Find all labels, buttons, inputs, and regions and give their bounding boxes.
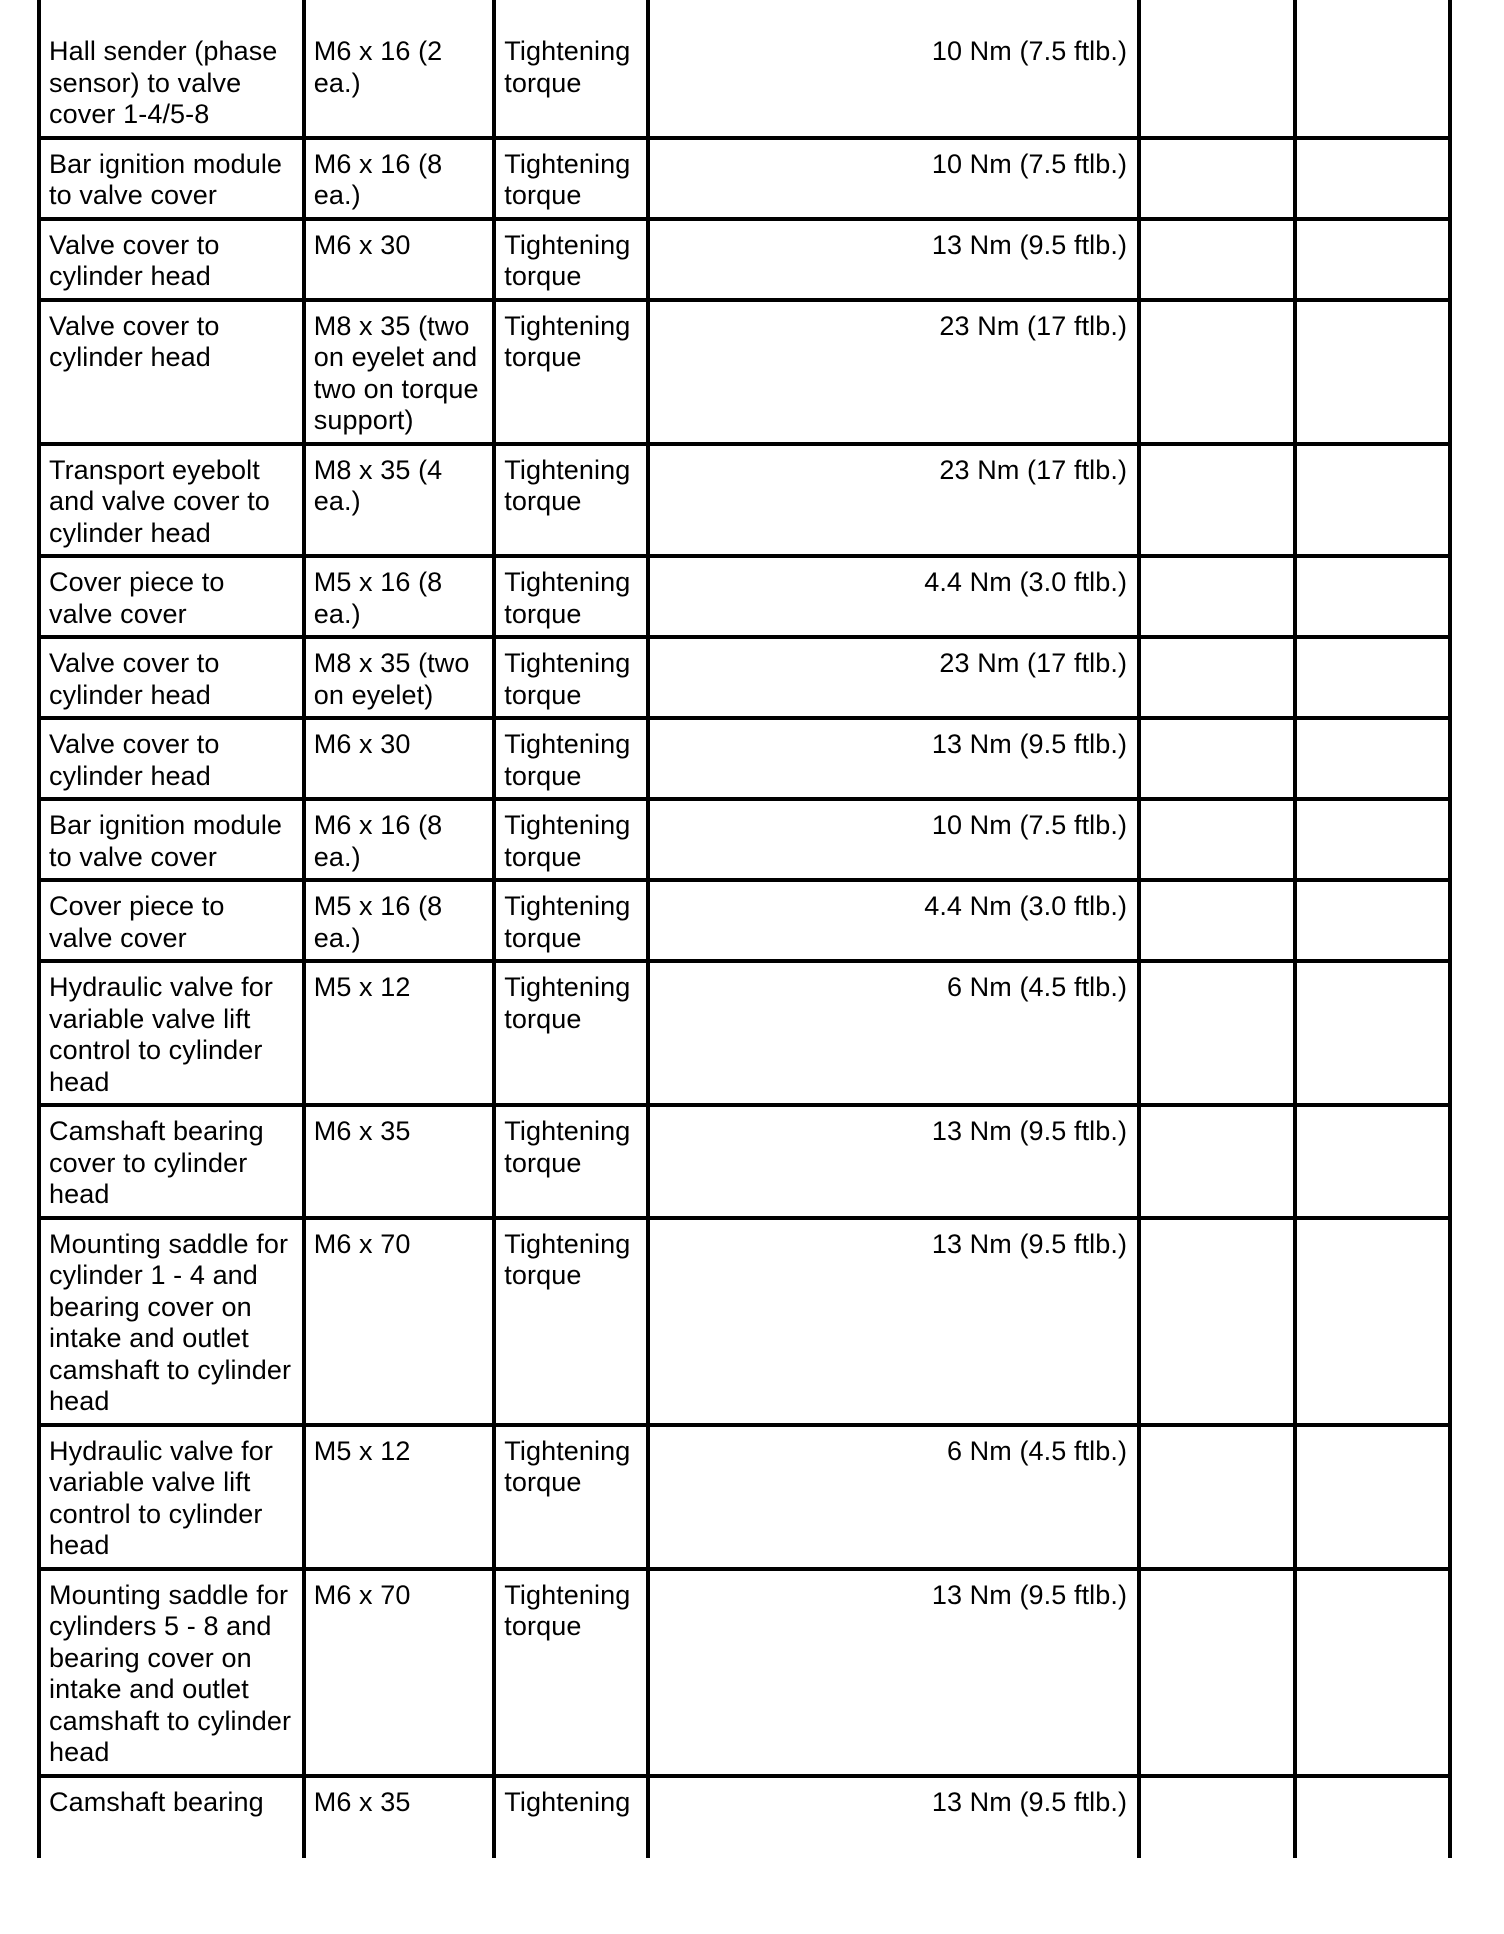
empty-cell	[1295, 637, 1450, 718]
torque-value-cell: 23 Nm (17 ftlb.)	[648, 300, 1139, 444]
empty-cell	[1139, 961, 1294, 1105]
fastener-cell: M6 x 16 (8 ea.)	[304, 138, 495, 219]
empty-cell	[1295, 1425, 1450, 1569]
empty-cell	[1139, 1425, 1294, 1569]
table-row	[39, 718, 1450, 799]
torque-value-cell: 23 Nm (17 ftlb.)	[648, 637, 1139, 718]
table-row	[39, 1425, 1450, 1569]
empty-cell	[1139, 799, 1294, 880]
table-row	[39, 556, 1450, 637]
fastener-cell: M6 x 35	[304, 1776, 495, 1858]
spec-type-cell: Tightening torque	[494, 799, 647, 880]
spec-type-cell: Tightening torque	[494, 138, 647, 219]
component-cell: Valve cover to cylinder head	[39, 219, 304, 300]
component-cell: Bar ignition module to valve cover	[39, 138, 304, 219]
torque-value-cell: 13 Nm (9.5 ftlb.)	[648, 219, 1139, 300]
fastener-cell: M6 x 70	[304, 1218, 495, 1425]
torque-value-cell: 13 Nm (9.5 ftlb.)	[648, 1218, 1139, 1425]
table-row	[39, 1569, 1450, 1776]
fastener-cell: M6 x 16 (2 ea.)	[304, 0, 495, 138]
empty-cell	[1139, 444, 1294, 557]
torque-value-cell: 10 Nm (7.5 ftlb.)	[648, 799, 1139, 880]
spec-type-cell: Tightening	[494, 1776, 647, 1858]
empty-cell	[1295, 799, 1450, 880]
spec-type-cell: Tightening torque	[494, 961, 647, 1105]
component-cell: Bar ignition module to valve cover	[39, 799, 304, 880]
table-row	[39, 1218, 1450, 1425]
fastener-cell: M5 x 12	[304, 961, 495, 1105]
fastener-cell: M8 x 35 (4 ea.)	[304, 444, 495, 557]
table-row	[39, 961, 1450, 1105]
component-cell: Camshaft bearing cover to cylinder head	[39, 1105, 304, 1218]
empty-cell	[1139, 556, 1294, 637]
empty-cell	[1295, 444, 1450, 557]
empty-cell	[1295, 1569, 1450, 1776]
empty-cell	[1295, 0, 1450, 138]
empty-cell	[1295, 1776, 1450, 1858]
empty-cell	[1295, 880, 1450, 961]
torque-value-cell: 13 Nm (9.5 ftlb.)	[648, 1569, 1139, 1776]
spec-type-cell: Tightening torque	[494, 880, 647, 961]
spec-type-cell: Tightening torque	[494, 300, 647, 444]
component-cell: Hydraulic valve for variable valve lift control to cylinder head	[39, 1425, 304, 1569]
component-cell: Mounting saddle for cylinders 5 - 8 and bearing cover on intake and outlet camshaft to cylinder head	[39, 1569, 304, 1776]
torque-value-cell: 13 Nm (9.5 ftlb.)	[648, 1776, 1139, 1858]
table-row	[39, 880, 1450, 961]
component-cell: Cover piece to valve cover	[39, 880, 304, 961]
empty-cell	[1295, 138, 1450, 219]
fastener-cell: M5 x 16 (8 ea.)	[304, 880, 495, 961]
empty-cell	[1139, 0, 1294, 138]
torque-value-cell: 6 Nm (4.5 ftlb.)	[648, 961, 1139, 1105]
torque-value-cell: 4.4 Nm (3.0 ftlb.)	[648, 880, 1139, 961]
spec-type-cell: Tightening torque	[494, 637, 647, 718]
spec-type-cell: Tightening torque	[494, 1218, 647, 1425]
spec-type-cell: Tightening torque	[494, 444, 647, 557]
torque-spec-table	[37, 0, 1452, 1858]
fastener-cell: M6 x 70	[304, 1569, 495, 1776]
empty-cell	[1139, 1776, 1294, 1858]
empty-cell	[1295, 556, 1450, 637]
table-row	[39, 1776, 1450, 1858]
spec-type-cell: Tightening torque	[494, 1569, 647, 1776]
component-cell: Transport eyebolt and valve cover to cylinder head	[39, 444, 304, 557]
empty-cell	[1295, 718, 1450, 799]
component-cell: Camshaft bearing	[39, 1776, 304, 1858]
component-cell: Cover piece to valve cover	[39, 556, 304, 637]
table-row	[39, 1105, 1450, 1218]
empty-cell	[1139, 1218, 1294, 1425]
component-cell: Mounting saddle for cylinder 1 - 4 and bearing cover on intake and outlet camshaft to cylinder head	[39, 1218, 304, 1425]
table-row	[39, 0, 1450, 138]
empty-cell	[1295, 1105, 1450, 1218]
table-row	[39, 300, 1450, 444]
fastener-cell: M6 x 30	[304, 718, 495, 799]
spec-type-cell: Tightening torque	[494, 718, 647, 799]
spec-type-cell: Tightening torque	[494, 556, 647, 637]
torque-value-cell: 10 Nm (7.5 ftlb.)	[648, 138, 1139, 219]
empty-cell	[1139, 1569, 1294, 1776]
spec-type-cell: Tightening torque	[494, 1105, 647, 1218]
torque-value-cell: 23 Nm (17 ftlb.)	[648, 444, 1139, 557]
empty-cell	[1139, 138, 1294, 219]
torque-value-cell: 6 Nm (4.5 ftlb.)	[648, 1425, 1139, 1569]
component-cell: Hydraulic valve for variable valve lift control to cylinder head	[39, 961, 304, 1105]
empty-cell	[1295, 300, 1450, 444]
spec-type-cell: Tightening torque	[494, 219, 647, 300]
table-row	[39, 637, 1450, 718]
torque-value-cell: 10 Nm (7.5 ftlb.)	[648, 0, 1139, 138]
component-cell: Valve cover to cylinder head	[39, 300, 304, 444]
fastener-cell: M8 x 35 (two on eyelet)	[304, 637, 495, 718]
empty-cell	[1139, 1105, 1294, 1218]
empty-cell	[1139, 637, 1294, 718]
empty-cell	[1295, 219, 1450, 300]
fastener-cell: M8 x 35 (two on eyelet and two on torque support)	[304, 300, 495, 444]
fastener-cell: M6 x 30	[304, 219, 495, 300]
empty-cell	[1139, 880, 1294, 961]
empty-cell	[1139, 718, 1294, 799]
fastener-cell: M5 x 12	[304, 1425, 495, 1569]
table-row	[39, 138, 1450, 219]
empty-cell	[1295, 961, 1450, 1105]
fastener-cell: M6 x 35	[304, 1105, 495, 1218]
empty-cell	[1139, 300, 1294, 444]
fastener-cell: M6 x 16 (8 ea.)	[304, 799, 495, 880]
component-cell: Hall sender (phase sensor) to valve cover 1-4/5-8	[39, 0, 304, 138]
table-row	[39, 799, 1450, 880]
fastener-cell: M5 x 16 (8 ea.)	[304, 556, 495, 637]
empty-cell	[1295, 1218, 1450, 1425]
component-cell: Valve cover to cylinder head	[39, 637, 304, 718]
component-cell: Valve cover to cylinder head	[39, 718, 304, 799]
table-row	[39, 444, 1450, 557]
table-row	[39, 219, 1450, 300]
empty-cell	[1139, 219, 1294, 300]
torque-value-cell: 13 Nm (9.5 ftlb.)	[648, 1105, 1139, 1218]
spec-type-cell: Tightening torque	[494, 0, 647, 138]
spec-type-cell: Tightening torque	[494, 1425, 647, 1569]
torque-value-cell: 4.4 Nm (3.0 ftlb.)	[648, 556, 1139, 637]
torque-value-cell: 13 Nm (9.5 ftlb.)	[648, 718, 1139, 799]
